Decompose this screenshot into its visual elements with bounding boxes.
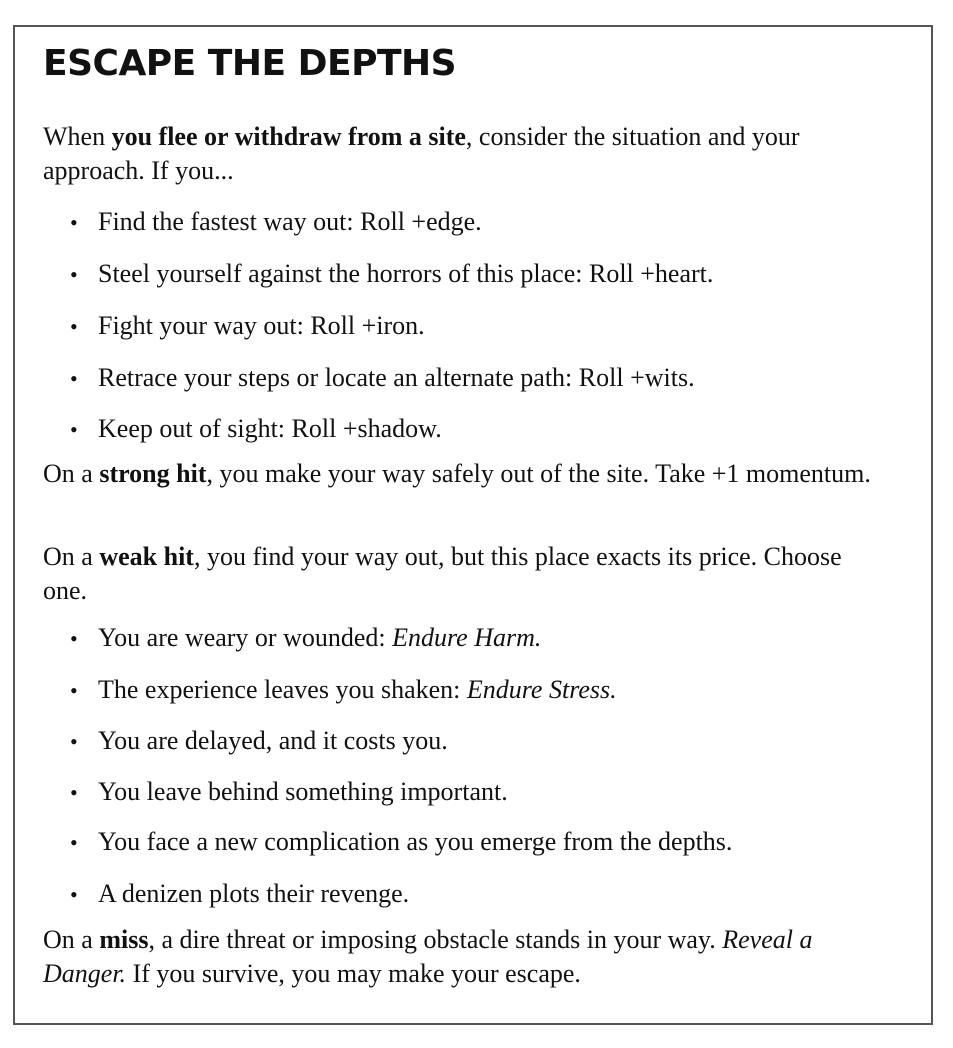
weak-hit-post: , you find your way out, but this place exacts its price. Choose one.: [43, 542, 842, 605]
weak-option-item: [70, 877, 890, 912]
weak-option-text: You are weary or wounded:: [98, 623, 393, 652]
strong-hit-bold: strong hit: [99, 459, 207, 488]
weak-option-item: [70, 825, 890, 860]
option-item: [70, 257, 890, 292]
weak-option-italic: Endure Stress.: [466, 675, 617, 704]
weak-hit-bold: weak hit: [99, 542, 194, 571]
weak-hit-text: [43, 540, 883, 608]
bullet-icon: •: [70, 780, 78, 805]
bullet-icon: •: [70, 729, 78, 754]
option-item: [70, 309, 890, 344]
miss-pre: On a: [43, 925, 100, 954]
option-text: Steel yourself against the horrors of this place: Roll +heart.: [98, 259, 714, 288]
option-item: [70, 412, 890, 447]
weak-option-item: [70, 673, 890, 708]
weak-option-italic: Endure Harm.: [392, 623, 542, 652]
trigger-post: , consider the situation and your approach. If you...: [43, 122, 800, 185]
bullet-icon: •: [70, 678, 78, 703]
weak-option-text: You are delayed, and it costs you.: [98, 726, 448, 755]
bullet-icon: •: [70, 626, 78, 651]
bullet-icon: •: [70, 210, 78, 235]
bullet-icon: •: [70, 314, 78, 339]
trigger-text: [43, 120, 883, 188]
miss-bold: miss: [99, 925, 149, 954]
bullet-icon: •: [70, 366, 78, 391]
weak-option-text: You leave behind something important.: [98, 777, 508, 806]
option-text: Retrace your steps or locate an alternate path: Roll +wits.: [98, 363, 695, 392]
move-title: ESCAPE THE DEPTHS: [43, 43, 457, 84]
strong-hit-pre: On a: [43, 459, 100, 488]
trigger-bold: you flee or withdraw from a site: [111, 122, 466, 151]
bullet-icon: •: [70, 830, 78, 855]
weak-option-text: A denizen plots their revenge.: [98, 879, 410, 908]
miss-post: , a dire threat or imposing obstacle stands in your way.: [148, 925, 723, 954]
weak-hit-pre: On a: [43, 542, 100, 571]
option-text: Find the fastest way out: Roll +edge.: [98, 207, 482, 236]
option-text: Keep out of sight: Roll +shadow.: [98, 414, 442, 443]
weak-option-text: The experience leaves you shaken:: [98, 675, 467, 704]
strong-hit-text: [43, 457, 883, 491]
bullet-icon: •: [70, 882, 78, 907]
strong-hit-post: , you make your way safely out of the site. Take +1 momentum.: [206, 459, 871, 488]
weak-option-item: [70, 621, 890, 656]
option-text: Fight your way out: Roll +iron.: [98, 311, 425, 340]
weak-option-text: You face a new complication as you emerge from the depths.: [98, 827, 733, 856]
bullet-icon: •: [70, 417, 78, 442]
weak-option-item: [70, 724, 890, 759]
miss-end: If you survive, you may make your escape.: [126, 959, 581, 988]
bullet-icon: •: [70, 262, 78, 287]
option-item: [70, 205, 890, 240]
weak-option-item: [70, 775, 890, 810]
miss-text: [43, 923, 883, 991]
miss-italic: Reveal a Danger.: [43, 925, 813, 988]
option-item: [70, 361, 890, 396]
trigger-pre: When: [43, 122, 112, 151]
